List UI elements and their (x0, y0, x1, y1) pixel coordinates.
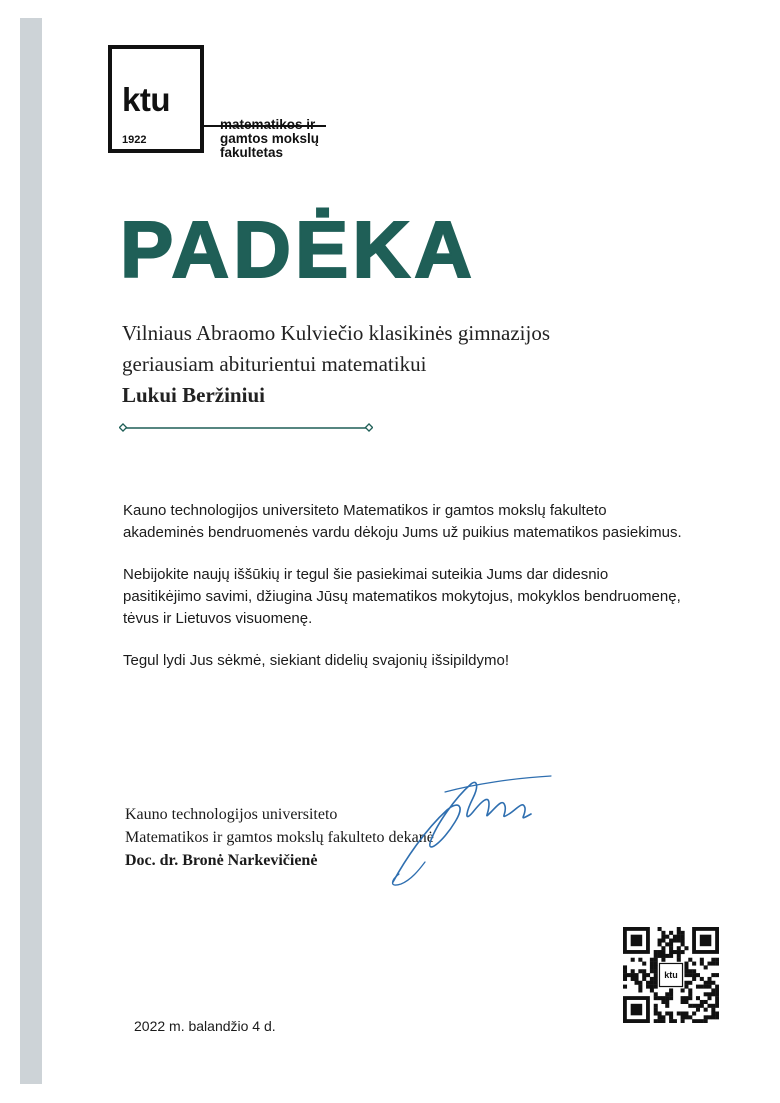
logo-faculty-name (220, 118, 340, 160)
logo-faculty-line-2: gamtos mokslų (220, 131, 320, 146)
logo-faculty-line-3: fakultetas (220, 145, 284, 160)
handwritten-signature (385, 770, 555, 890)
logo-mark: ktu (122, 81, 170, 118)
recipient-name: Lukui Beržiniui (122, 383, 265, 407)
signoff-line-1: Kauno technologijos universiteto (125, 806, 338, 823)
recipient-line-1: Vilniaus Abraomo Kulviečio klasikinės gimnazijos (122, 321, 551, 345)
body-paragraph-3: Tegul lydi Jus sėkmė, siekiant didelių svajonių išsipildymo! (123, 652, 510, 669)
body-paragraph-1: Kauno technologijos universiteto Matematikos ir gamtos mokslų fakulteto akademinės bendruomenės vardu dėkoju Jums už puikius matematikos pasiekimus. (123, 502, 682, 541)
document-title: PADĖKA (120, 205, 476, 294)
logo-faculty-line-1: matematikos ir (220, 117, 316, 132)
document-date: 2022 m. balandžio 4 d. (134, 1018, 276, 1034)
dean-name: Doc. dr. Bronė Narkevičienė (125, 852, 318, 869)
signoff-line-2: Matematikos ir gamtos mokslų fakulteto dekanė (125, 829, 434, 846)
recipient-line-2: geriausiam abiturientui matematikui (122, 352, 427, 376)
qr-code (623, 927, 719, 1023)
body-paragraph-2: Nebijokite naujų iššūkių ir tegul šie pasiekimai suteikia Jums dar didesnio pasitikėjimo savimi, džiugina Jūsų matematikos mokytojus, mokyklos bendruomenę, tėvus ir Lietuvos visuomenę. (123, 566, 681, 627)
side-stripe (20, 18, 42, 1084)
qr-logo-text: ktu (664, 970, 678, 981)
ornamental-divider (119, 423, 373, 433)
recipient-block (122, 318, 550, 411)
logo-year: 1922 (122, 134, 147, 146)
letter-body (123, 500, 683, 692)
